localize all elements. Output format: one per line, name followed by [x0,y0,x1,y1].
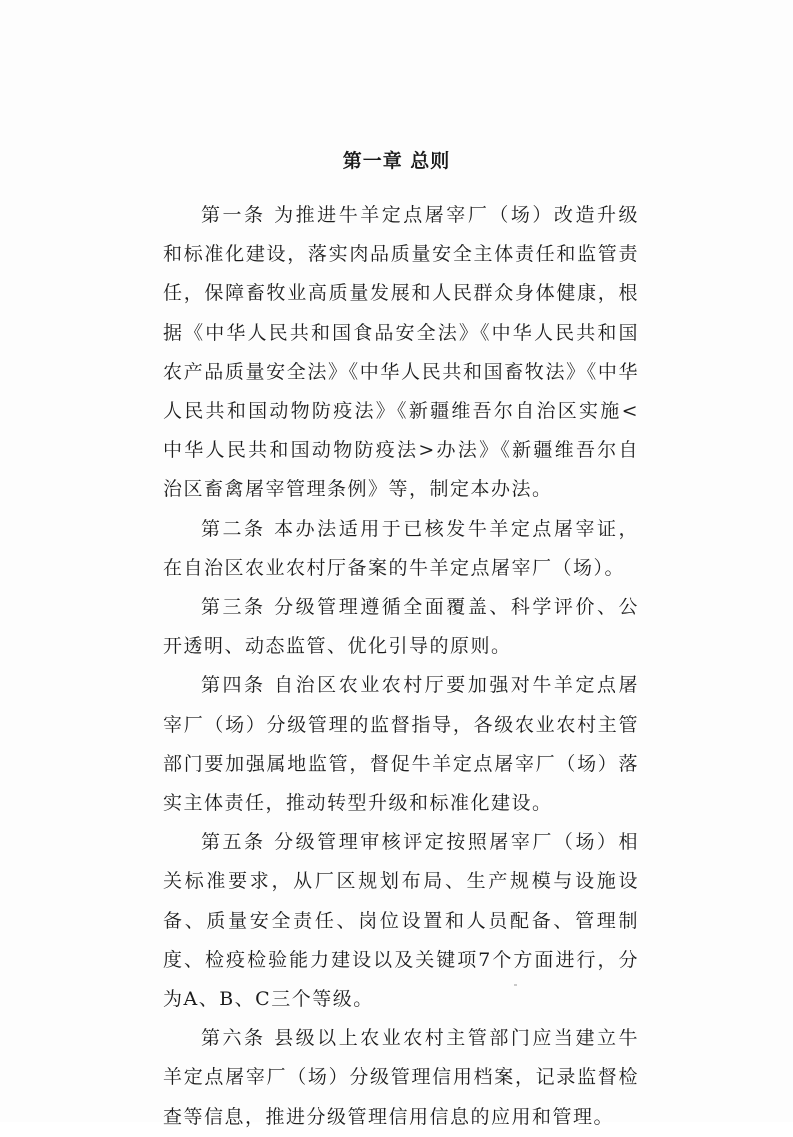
chapter-body [163,196,639,1137]
article-1: 第一条 为推进牛羊定点屠宰厂（场）改造升级和标准化建设，落实肉品质量安全主体责任和监管责任，保障畜牧业高质量发展和人民群众身体健康，根据《中华人民共和国食品安全法》《中华人民共和国农产品质量安全法》《中华人民共和国畜牧法》《中华人民共和国动物防疫法》《新疆维吾尔自治区实施<中华人民共和国动物防疫法>办法》《新疆维吾尔自治区畜禽屠宰管理条例》等，制定本办法。 [163,204,639,501]
article-4: 第四条 自治区农业农村厅要加强对牛羊定点屠宰厂（场）分级管理的监督指导，各级农业农村主管部门要加强属地监管，督促牛羊定点屠宰厂（场）落实主体责任，推动转型升级和标准化建设。 [163,674,639,815]
article-3: 第三条 分级管理遵循全面覆盖、科学评价、公开透明、动态监管、优化引导的原则。 [163,596,639,658]
article-6: 第六条 县级以上农业农村主管部门应当建立牛羊定点屠宰厂（场）分级管理信用档案，记录监督检查等信息，推进分级管理信用信息的应用和管理。 [163,1027,639,1128]
scan-speck [514,984,517,986]
chapter-title: 第一章 总则 [342,150,451,172]
article-2: 第二条 本办法适用于已核发牛羊定点屠宰证，在自治区农业农村厅备案的牛羊定点屠宰厂（场）。 [163,517,639,579]
article-5: 第五条 分级管理审核评定按照屠宰厂（场）相关标准要求，从厂区规划布局、生产规模与设施设备、质量安全责任、岗位设置和人员配备、管理制度、检疫检验能力建设以及关键项7个方面进行，分为A、B、C三个等级。 [163,831,639,1011]
